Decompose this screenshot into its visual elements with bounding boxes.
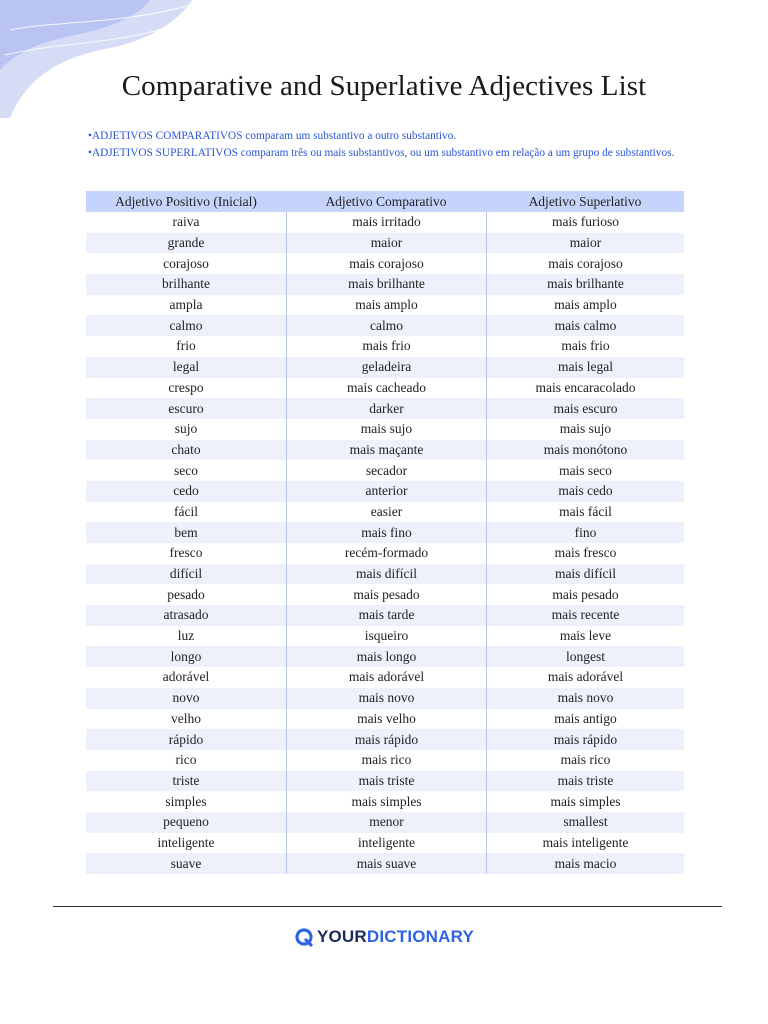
cell-positive: simples xyxy=(165,793,207,809)
table-row xyxy=(86,791,684,812)
cell-comparative: mais maçante xyxy=(286,440,486,461)
cell-superlative: mais frio xyxy=(486,336,684,357)
cell-superlative: mais corajoso xyxy=(486,253,684,274)
cell-superlative: mais leve xyxy=(486,626,684,647)
cell-superlative: smallest xyxy=(486,812,684,833)
table-row xyxy=(86,605,684,626)
cell-comparative: mais tarde xyxy=(286,605,486,626)
cell-superlative: mais inteligente xyxy=(486,833,684,854)
cell-positive: raiva xyxy=(172,214,200,230)
note-superlative: •ADJETIVOS SUPERLATIVOS comparam três ou mais substantivos, ou um substantivo em relação a um grupo de substantivos. xyxy=(88,147,675,159)
cell-comparative: easier xyxy=(286,502,486,523)
header-comparative: Adjetivo Comparativo xyxy=(325,193,447,209)
header-superlative: Adjetivo Superlativo xyxy=(528,193,642,209)
adjectives-table xyxy=(86,191,684,874)
cell-comparative: calmo xyxy=(286,315,486,336)
cell-positive: ampla xyxy=(169,297,203,313)
cell-superlative: mais furioso xyxy=(486,212,684,233)
cell-comparative: mais cacheado xyxy=(286,378,486,399)
cell-positive: pequeno xyxy=(163,814,209,830)
cell-positive: velho xyxy=(171,710,201,726)
table-row xyxy=(86,584,684,605)
table-row xyxy=(86,771,684,792)
cell-positive: atrasado xyxy=(163,607,209,623)
table-row xyxy=(86,233,684,254)
cell-superlative: mais triste xyxy=(486,771,684,792)
cell-superlative: mais legal xyxy=(486,357,684,378)
cell-superlative: mais macio xyxy=(486,853,684,874)
table-row xyxy=(86,502,684,523)
cell-comparative: anterior xyxy=(286,481,486,502)
cell-comparative: inteligente xyxy=(286,833,486,854)
cell-positive: luz xyxy=(177,628,195,644)
cell-positive: longo xyxy=(170,648,202,664)
cell-superlative: mais pesado xyxy=(486,584,684,605)
cell-comparative: mais novo xyxy=(286,688,486,709)
note-comparative: •ADJETIVOS COMPARATIVOS comparam um substantivo a outro substantivo. xyxy=(88,130,457,142)
table-row xyxy=(86,750,684,771)
cell-superlative: mais amplo xyxy=(486,295,684,316)
table-row xyxy=(86,709,684,730)
cell-comparative: mais fino xyxy=(286,522,486,543)
cell-comparative: secador xyxy=(286,460,486,481)
table-row xyxy=(86,481,684,502)
table-row xyxy=(86,295,684,316)
cell-superlative: mais recente xyxy=(486,605,684,626)
cell-positive: fresco xyxy=(169,545,203,561)
cell-positive: brilhante xyxy=(162,276,210,292)
table-row xyxy=(86,688,684,709)
cell-superlative: mais brilhante xyxy=(486,274,684,295)
brand-logo xyxy=(0,927,768,947)
cell-comparative: mais frio xyxy=(286,336,486,357)
cell-comparative: mais simples xyxy=(286,791,486,812)
cell-comparative: mais amplo xyxy=(286,295,486,316)
table-row xyxy=(86,336,684,357)
cell-comparative: recém-formado xyxy=(286,543,486,564)
cell-positive: bem xyxy=(174,524,198,540)
cell-comparative: mais longo xyxy=(286,646,486,667)
cell-positive: adorável xyxy=(162,669,210,685)
cell-superlative: mais escuro xyxy=(486,398,684,419)
cell-positive: escuro xyxy=(168,400,204,416)
table-row xyxy=(86,419,684,440)
cell-comparative: mais difícil xyxy=(286,564,486,585)
cell-comparative: mais adorável xyxy=(286,667,486,688)
cell-positive: frio xyxy=(176,338,196,354)
cell-comparative: mais rápido xyxy=(286,729,486,750)
table-row xyxy=(86,833,684,854)
cell-superlative: mais novo xyxy=(486,688,684,709)
cell-comparative: mais pesado xyxy=(286,584,486,605)
table-row xyxy=(86,440,684,461)
table-row xyxy=(86,274,684,295)
table-row xyxy=(86,212,684,233)
footer-divider xyxy=(53,906,722,907)
cell-positive: crespo xyxy=(168,379,204,395)
table-body xyxy=(86,212,684,874)
cell-positive: suave xyxy=(170,855,202,871)
cell-positive: difícil xyxy=(169,566,203,582)
table-row xyxy=(86,253,684,274)
cell-superlative: mais calmo xyxy=(486,315,684,336)
cell-superlative: mais sujo xyxy=(486,419,684,440)
table-row xyxy=(86,626,684,647)
cell-positive: chato xyxy=(171,441,201,457)
cell-superlative: mais fácil xyxy=(486,502,684,523)
table-row xyxy=(86,357,684,378)
cell-superlative: mais antigo xyxy=(486,709,684,730)
cell-comparative: mais triste xyxy=(286,771,486,792)
cell-comparative: mais irritado xyxy=(286,212,486,233)
table-row xyxy=(86,315,684,336)
brand-text-dictionary: DICTIONARY xyxy=(366,927,475,946)
table-row xyxy=(86,460,684,481)
cell-superlative: mais difícil xyxy=(486,564,684,585)
table-row xyxy=(86,543,684,564)
cell-superlative: mais monótono xyxy=(486,440,684,461)
cell-positive: novo xyxy=(172,690,200,706)
table-row xyxy=(86,853,684,874)
cell-positive: calmo xyxy=(169,317,203,333)
cell-positive: fácil xyxy=(174,503,198,519)
table-row xyxy=(86,398,684,419)
cell-positive: inteligente xyxy=(157,834,215,850)
cell-positive: rico xyxy=(175,752,197,768)
cell-comparative: mais brilhante xyxy=(286,274,486,295)
cell-positive: seco xyxy=(174,462,198,478)
cell-comparative: mais sujo xyxy=(286,419,486,440)
cell-positive: cedo xyxy=(173,483,199,499)
cell-superlative: mais encaracolado xyxy=(486,378,684,399)
cell-positive: grande xyxy=(167,235,205,251)
cell-positive: triste xyxy=(172,772,200,788)
cell-comparative: mais corajoso xyxy=(286,253,486,274)
table-row xyxy=(86,564,684,585)
cell-positive: pesado xyxy=(167,586,205,602)
cell-superlative: mais simples xyxy=(486,791,684,812)
brand-q-icon xyxy=(294,927,314,947)
table-row xyxy=(86,729,684,750)
cell-positive: rápido xyxy=(168,731,204,747)
cell-positive: corajoso xyxy=(163,255,209,271)
cell-comparative: geladeira xyxy=(286,357,486,378)
table-row xyxy=(86,378,684,399)
table-row xyxy=(86,667,684,688)
table-row xyxy=(86,522,684,543)
table-row xyxy=(86,812,684,833)
cell-positive: sujo xyxy=(174,421,198,437)
cell-comparative: mais velho xyxy=(286,709,486,730)
definition-notes xyxy=(88,128,674,162)
cell-superlative: mais seco xyxy=(486,460,684,481)
page-title: Comparative and Superlative Adjectives List xyxy=(121,70,647,102)
cell-superlative: longest xyxy=(486,646,684,667)
cell-superlative: mais rico xyxy=(486,750,684,771)
cell-comparative: darker xyxy=(286,398,486,419)
table-header xyxy=(86,191,684,212)
cell-comparative: maior xyxy=(286,233,486,254)
cell-positive: legal xyxy=(172,359,200,375)
cell-superlative: mais rápido xyxy=(486,729,684,750)
brand-text-your: YOUR xyxy=(316,927,367,946)
cell-superlative: mais cedo xyxy=(486,481,684,502)
cell-comparative: menor xyxy=(286,812,486,833)
header-positive: Adjetivo Positivo (Inicial) xyxy=(115,193,257,209)
cell-superlative: mais adorável xyxy=(486,667,684,688)
cell-superlative: fino xyxy=(486,522,684,543)
cell-comparative: mais rico xyxy=(286,750,486,771)
table-row xyxy=(86,646,684,667)
cell-superlative: maior xyxy=(486,233,684,254)
cell-superlative: mais fresco xyxy=(486,543,684,564)
cell-comparative: mais suave xyxy=(286,853,486,874)
cell-comparative: isqueiro xyxy=(286,626,486,647)
